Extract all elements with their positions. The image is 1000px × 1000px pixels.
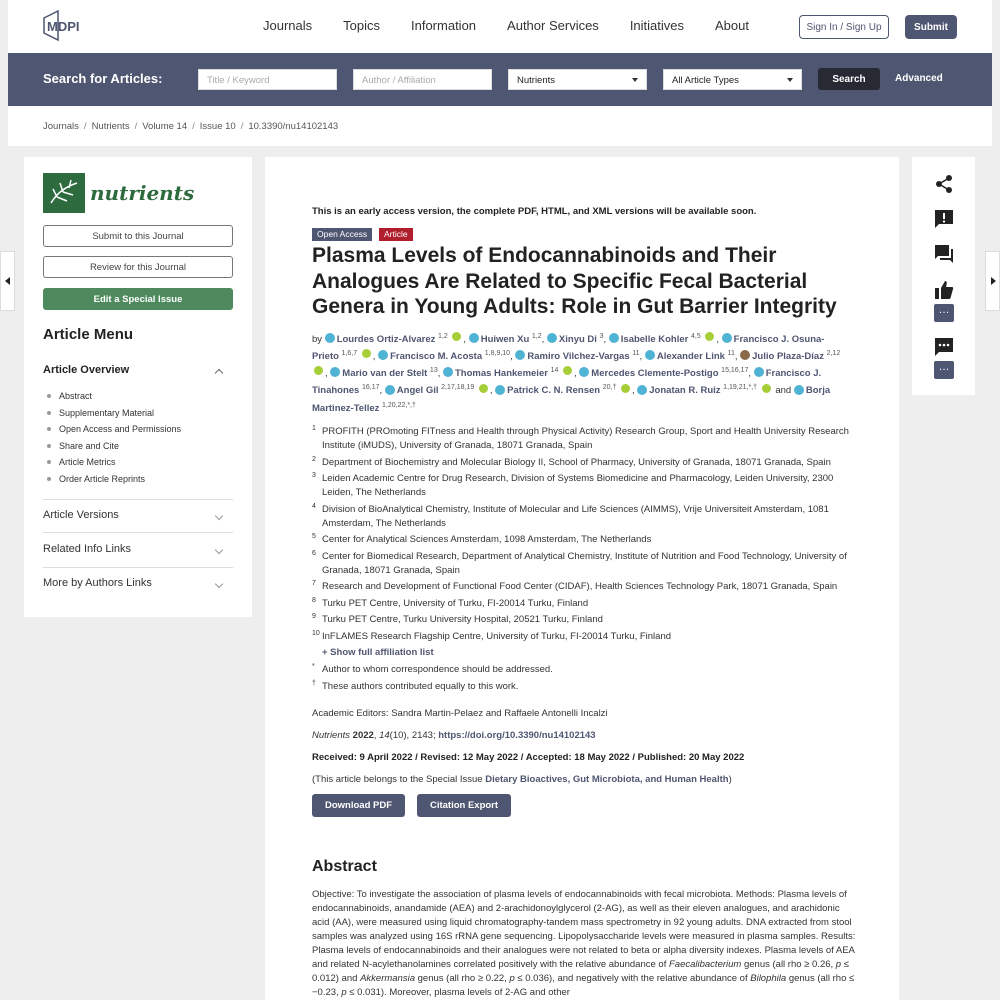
search-button[interactable]: Search xyxy=(818,68,880,90)
orcid-icon[interactable] xyxy=(479,384,488,393)
article-overview-list xyxy=(43,391,181,490)
right-collapse-tab[interactable] xyxy=(985,251,1000,311)
mdpi-logo[interactable] xyxy=(42,10,94,43)
author-link[interactable]: Francisco J. Tinahones xyxy=(312,368,822,397)
abstract-part: ≤ 0.031). Moreover, plasma levels of 2-AG and other xyxy=(349,987,570,998)
overview-link-metrics[interactable]: Article Metrics xyxy=(43,457,181,474)
orcid-icon[interactable] xyxy=(563,366,572,375)
genus-name: Faecalibacterium xyxy=(668,959,742,970)
crumb-doi: 10.3390/nu14102143 xyxy=(248,121,339,132)
special-issue-link[interactable]: Dietary Bioactives, Gut Microbiota, and Human Health xyxy=(485,774,729,785)
abstract-part: genus (all rho ≤ −0.23, xyxy=(312,973,855,998)
main-nav xyxy=(263,18,780,33)
citation-volume: 14 xyxy=(379,730,390,741)
author-icon xyxy=(645,350,655,360)
section-label: More by Authors Links xyxy=(43,577,152,589)
affiliation-list xyxy=(312,425,857,696)
article-type-select[interactable] xyxy=(663,69,802,90)
author-icon xyxy=(469,333,479,343)
more-icon[interactable]: … xyxy=(934,304,954,322)
affiliation-item xyxy=(312,580,857,594)
author-icon xyxy=(325,333,335,343)
orcid-icon[interactable] xyxy=(762,384,771,393)
affiliation-text: InFLAMES Research Flagship Centre, University of Turku, FI-20014 Turku, Finland xyxy=(322,630,672,642)
affiliation-number: 4 xyxy=(312,502,316,510)
genus-name: Akkermansia xyxy=(360,973,415,984)
article-menu-panel xyxy=(24,157,252,617)
affiliation-number: 7 xyxy=(312,580,316,587)
affiliation-text: Center for Analytical Sciences Amsterdam, 1098 Amsterdam, The Netherlands xyxy=(322,534,652,545)
author-icon xyxy=(515,350,525,360)
edit-special-issue-button[interactable]: Edit a Special Issue xyxy=(43,288,233,310)
crumb-volume[interactable]: Volume 14 xyxy=(142,121,188,132)
author-sup: 1,2 xyxy=(438,333,448,340)
show-full-affiliation-button[interactable]: + Show full affiliation list xyxy=(322,647,434,658)
author-link[interactable]: Lourdes Ortiz-Alvarez xyxy=(336,334,436,346)
chevron-down-icon xyxy=(215,512,223,520)
p-symbol: p xyxy=(341,987,347,998)
note-text: Author to whom correspondence should be addressed. xyxy=(322,664,553,675)
affiliation-text: Leiden Academic Centre for Drug Research, Division of Systems Biomedicine and Pharmacology, Leiden University, 2300 Leiden, The Netherlands xyxy=(322,473,834,498)
orcid-icon[interactable] xyxy=(621,384,630,393)
journal-name[interactable]: nutrients xyxy=(90,181,195,205)
correspondence-note xyxy=(312,663,857,677)
journal-select[interactable] xyxy=(508,69,647,90)
search-bar xyxy=(8,53,992,106)
crumb-separator: / xyxy=(83,121,87,132)
abstract-part: ≤ 0.036), and negatively with the relative abundance of xyxy=(517,973,748,984)
affiliation-number: 5 xyxy=(312,533,316,540)
article-overview-toggle[interactable]: Article Overview xyxy=(43,364,130,376)
author-icon xyxy=(722,333,732,343)
abstract-part: ≤ 0.012) and xyxy=(312,959,849,984)
author-icon xyxy=(579,367,589,377)
title-keyword-input[interactable]: Title / Keyword xyxy=(198,69,337,90)
genus-name: Bilophila xyxy=(750,973,787,984)
p-symbol: p xyxy=(509,973,515,984)
orcid-icon[interactable] xyxy=(705,332,714,341)
report-icon[interactable] xyxy=(934,209,954,229)
affiliation-text: Turku PET Centre, Turku University Hospital, 20521 Turku, Finland xyxy=(322,614,603,625)
overview-link-reprints[interactable]: Order Article Reprints xyxy=(43,474,181,491)
author-link[interactable]: Mercedes Clemente-Postigo xyxy=(591,368,719,380)
journal-select-value: Nutrients xyxy=(517,75,556,86)
author-link[interactable]: Thomas Hankemeier xyxy=(455,368,548,380)
affiliation-number: 1 xyxy=(312,425,316,432)
thumbs-up-icon[interactable] xyxy=(934,280,954,300)
comment-icon[interactable] xyxy=(934,244,954,264)
author-sup: 2,12 xyxy=(826,350,841,358)
early-access-notice: This is an early access version, the complete PDF, HTML, and XML versions will be available soon. xyxy=(312,206,757,217)
author-icon xyxy=(495,385,505,395)
author-link[interactable]: Jonatan R. Ruiz xyxy=(649,385,721,397)
article-versions-section[interactable] xyxy=(43,499,233,533)
author-icon xyxy=(385,385,395,395)
affiliation-number: 9 xyxy=(312,613,316,620)
p-symbol: p xyxy=(835,959,842,970)
author-affiliation-input[interactable]: Author / Affiliation xyxy=(353,69,492,90)
article-tools-panel xyxy=(912,157,975,395)
article-main xyxy=(265,157,899,1000)
advanced-search-link[interactable]: Advanced xyxy=(895,73,943,84)
author-link[interactable]: Isabelle Kohler xyxy=(620,334,689,346)
comment-icon[interactable] xyxy=(934,337,954,357)
abstract-part: genus (all rho ≥ 0.26, xyxy=(743,959,834,970)
author-icon xyxy=(443,367,453,377)
open-access-badge: Open Access xyxy=(312,228,372,241)
author-sup: 11 xyxy=(632,350,640,358)
nav-journals[interactable]: Journals xyxy=(263,18,313,33)
crumb-separator: / xyxy=(192,121,195,132)
publication-dates: Received: 9 April 2022 / Revised: 12 May 2022 / Accepted: 18 May 2022 / Published: 20 May 2022 xyxy=(312,752,745,763)
by-label: by xyxy=(312,334,323,346)
author-link[interactable]: Mario van der Stelt xyxy=(342,368,428,380)
author-link[interactable]: Borja Martinez-Tellez xyxy=(312,385,831,414)
more-icon[interactable]: … xyxy=(934,361,954,379)
author-link[interactable]: Francisco J. Osuna-Prieto xyxy=(312,334,825,363)
chevron-down-icon xyxy=(215,580,223,588)
orcid-icon[interactable] xyxy=(314,366,323,375)
submit-button[interactable]: Submit xyxy=(905,15,957,39)
author-sup: 15,16,17 xyxy=(721,367,749,375)
special-issue-line xyxy=(312,774,732,785)
affiliation-number: 8 xyxy=(312,596,316,604)
left-collapse-tab[interactable] xyxy=(0,251,15,311)
affiliation-item xyxy=(312,425,857,453)
author-sup: 16,17 xyxy=(361,384,380,392)
author-sup: 1,8,9,10 xyxy=(484,350,511,358)
sign-in-button[interactable]: Sign In / Sign Up xyxy=(799,15,889,39)
abstract-part: Objective: To investigate the association of plasma levels of endocannabinoids with fecal microbiota. Methods: Plasma levels of endocannabinoids, anandamide (AEA) and 2-arachidonoylglycerol (2-AG), as well as their eleven analogues, and arachidonic acid (AA), were measured using liquid chromatography-tandem mass spectrometry in 92 young adults. DNA extracted from stool samples was analyzed using 16S rRNA gene sequencing. Lipopolysaccharide levels were measured in plasma samples. Results: Plasma levels of endocannabinoids and their analogues were not related to beta or alpha diversity indexes. Plasma levels of AEA and related N-acylethanolamines correlated positively with the relative abundance of xyxy=(312,889,856,970)
affiliation-text: Division of BioAnalytical Chemistry, Institute of Molecular and Life Sciences (AIMMS), Vrije Universiteit Amsterdam, 1081 Amsterdam, The Netherlands xyxy=(322,503,829,529)
citation-line: Nutrients 2022, 14(10), 2143; https://doi.org/10.3390/nu14102143 xyxy=(312,730,596,741)
author-link[interactable]: Alexander Link xyxy=(656,351,725,363)
author-sup: 1,6,7 xyxy=(341,350,358,358)
affiliation-item xyxy=(312,503,857,531)
svg-text:MDPI: MDPI xyxy=(47,19,80,34)
affiliation-item xyxy=(312,550,857,578)
chevron-down-icon xyxy=(215,546,223,554)
affiliation-item xyxy=(312,597,857,611)
author-icon xyxy=(378,350,388,360)
share-icon[interactable] xyxy=(934,174,954,194)
nav-author-services[interactable]: Author Services xyxy=(507,18,599,33)
author-sup: 1,19,21,*,† xyxy=(723,384,758,392)
affiliation-item xyxy=(312,630,857,644)
overview-link-supplementary[interactable]: Supplementary Material xyxy=(43,408,181,425)
academic-editors: Academic Editors: Sandra Martin-Pelaez and Raffaele Antonelli Incalzi xyxy=(312,708,608,719)
article-type-value: All Article Types xyxy=(672,75,739,86)
author-sup: 3 xyxy=(599,333,604,340)
author-sup: 1,2 xyxy=(531,333,542,340)
crumb-nutrients[interactable]: Nutrients xyxy=(91,121,130,132)
crumb-journals[interactable]: Journals xyxy=(43,121,79,132)
abstract-part: genus (all rho ≥ 0.22, xyxy=(417,973,507,984)
author-icon xyxy=(794,385,804,395)
special-prefix: (This article belongs to the Special Issue xyxy=(312,774,483,785)
overview-link-open-access[interactable]: Open Access and Permissions xyxy=(43,424,181,441)
download-pdf-button[interactable]: Download PDF xyxy=(312,794,405,817)
section-label: Article Versions xyxy=(43,509,119,521)
article-title: Plasma Levels of Endocannabinoids and Their Analogues Are Related to Specific Fecal Bacterial Genera in Young Adults: Role in Gut Barrier Integrity xyxy=(312,244,837,318)
special-suffix: ) xyxy=(728,774,732,785)
author-link[interactable]: Huiwen Xu xyxy=(480,334,530,346)
author-icon xyxy=(330,367,340,377)
affiliation-number: 3 xyxy=(312,472,316,479)
nav-information[interactable]: Information xyxy=(411,18,477,33)
caret-right-icon xyxy=(991,277,996,285)
related-info-section[interactable] xyxy=(43,534,233,568)
author-sup: 11 xyxy=(727,350,735,358)
breadcrumb xyxy=(43,121,338,132)
affiliation-text: Center for Biomedical Research, Department of Analytical Chemistry, Institute of Nutrition and Food Technology, University of Granada, 18071 Granada, Spain xyxy=(322,550,847,576)
dropdown-caret-icon xyxy=(632,78,638,82)
nav-initiatives[interactable]: Initiatives xyxy=(629,18,685,33)
author-icon xyxy=(637,385,647,395)
affiliation-number: 10 xyxy=(312,629,320,637)
crumb-issue[interactable]: Issue 10 xyxy=(199,121,236,132)
author-sup: 20,† xyxy=(602,384,617,392)
author-link[interactable]: Julio Plaza-Díaz xyxy=(752,351,824,363)
article-type-badge: Article xyxy=(379,228,413,241)
dropdown-caret-icon xyxy=(787,78,793,82)
citation-year: 2022 xyxy=(352,730,374,741)
citation-rest: (10), 2143; xyxy=(389,730,436,741)
affiliation-text: PROFITH (PROmoting FITness and Health through Physical Activity) Research Group, Sport and Health University Research Institute (iMUDS), University of Granada, 18071 Granada, Spain xyxy=(322,426,849,451)
author-icon xyxy=(547,333,557,343)
affiliation-text: Turku PET Centre, University of Turku, FI-20014 Turku, Finland xyxy=(322,597,589,609)
affiliation-item xyxy=(312,533,857,547)
author-link[interactable]: Ramiro Vilchez-Vargas xyxy=(527,351,630,363)
top-header xyxy=(8,0,992,53)
and-label: and xyxy=(775,385,792,397)
nav-about[interactable]: About xyxy=(715,18,749,33)
abstract-text xyxy=(312,888,857,1000)
author-sup: 4,5 xyxy=(691,333,701,340)
star-mark: * xyxy=(312,663,315,670)
affiliation-text: Research and Development of Functional Food Center (CIDAF), Health Sciences Technology Park, 18071 Granada, Spain xyxy=(322,581,838,592)
crumb-separator: / xyxy=(134,121,138,132)
abstract-heading: Abstract xyxy=(312,858,377,875)
equal-contribution-note xyxy=(312,680,857,694)
affiliation-item xyxy=(312,613,857,627)
overview-link-abstract[interactable]: Abstract xyxy=(43,391,181,408)
caret-left-icon xyxy=(5,277,10,285)
search-label: Search for Articles: xyxy=(43,71,163,86)
author-icon xyxy=(740,350,750,360)
orcid-icon[interactable] xyxy=(452,332,461,341)
breadcrumb-bar xyxy=(8,106,992,146)
note-text: These authors contributed equally to this work. xyxy=(322,680,519,692)
crumb-separator: / xyxy=(240,121,244,132)
nav-topics[interactable]: Topics xyxy=(343,18,380,33)
affiliation-text: Department of Biochemistry and Molecular Biology II, School of Pharmacy, University of Granada, 18071 Granada, Spain xyxy=(322,456,831,468)
author-link[interactable]: Patrick C. N. Rensen xyxy=(507,385,601,397)
author-link[interactable]: Francisco M. Acosta xyxy=(390,351,483,363)
author-link[interactable]: Angel Gil xyxy=(396,385,439,397)
affiliation-item xyxy=(312,472,857,500)
author-sup: 1,20,22,*,† xyxy=(382,401,416,409)
citation-journal: Nutrients xyxy=(312,730,351,741)
dagger-mark: † xyxy=(312,679,316,687)
more-by-authors-section[interactable] xyxy=(43,568,233,602)
affiliation-item xyxy=(312,456,857,470)
article-menu-title: Article Menu xyxy=(43,326,134,343)
doi-link[interactable]: https://doi.org/10.3390/nu14102143 xyxy=(438,730,596,741)
author-icon xyxy=(609,333,619,343)
author-sup: 13 xyxy=(429,367,438,375)
review-for-journal-button[interactable]: Review for this Journal xyxy=(43,256,233,278)
citation-export-button[interactable]: Citation Export xyxy=(417,794,511,817)
overview-link-share-cite[interactable]: Share and Cite xyxy=(43,441,181,458)
section-label: Related Info Links xyxy=(43,543,132,555)
author-list: by Lourdes Ortiz-Alvarez $^{1,2}$ , Huiwen Xu $^{1,2}$, Xinyu Di $^3$, Isabelle Kohler $^{4,5}$ , Francisco J. Osuna-Prieto $^{1,6,7}$ , Francisco M. Acosta $^{1,8,9,10}$, Ramiro Vilchez-Vargas $^{11}$, Alexander Link $^{11}$, Julio Plaza-Díaz $^{2,12}$ , Mario van der Stelt $^{13}$, Thomas Hankemeier $^{14}$ , Mercedes Clemente-Postigo $^{15,16,17}$, Francisco J. Tinahones $^{16,17}$, Angel Gil $^{2,17,18,19}$ , Patrick C. N. Rensen $^{20,\dagger}$ , Jonatan R. Ruiz $^{1,19,21,*,\dagger}$ and Borja Martinez-Tellez $^{1,20,22,*,\dagger}$ xyxy=(312,333,841,414)
orcid-icon[interactable] xyxy=(362,349,371,358)
chevron-up-icon[interactable] xyxy=(215,369,223,377)
affiliation-number: 2 xyxy=(312,455,316,463)
affiliation-number: 6 xyxy=(312,549,316,557)
author-sup: 14 xyxy=(550,367,559,375)
author-sup: 2,17,18,19 xyxy=(441,384,475,392)
author-link[interactable]: Xinyu Di xyxy=(558,334,597,346)
author-icon xyxy=(754,367,764,377)
submit-to-journal-button[interactable]: Submit to this Journal xyxy=(43,225,233,247)
journal-logo-icon[interactable] xyxy=(43,173,85,213)
